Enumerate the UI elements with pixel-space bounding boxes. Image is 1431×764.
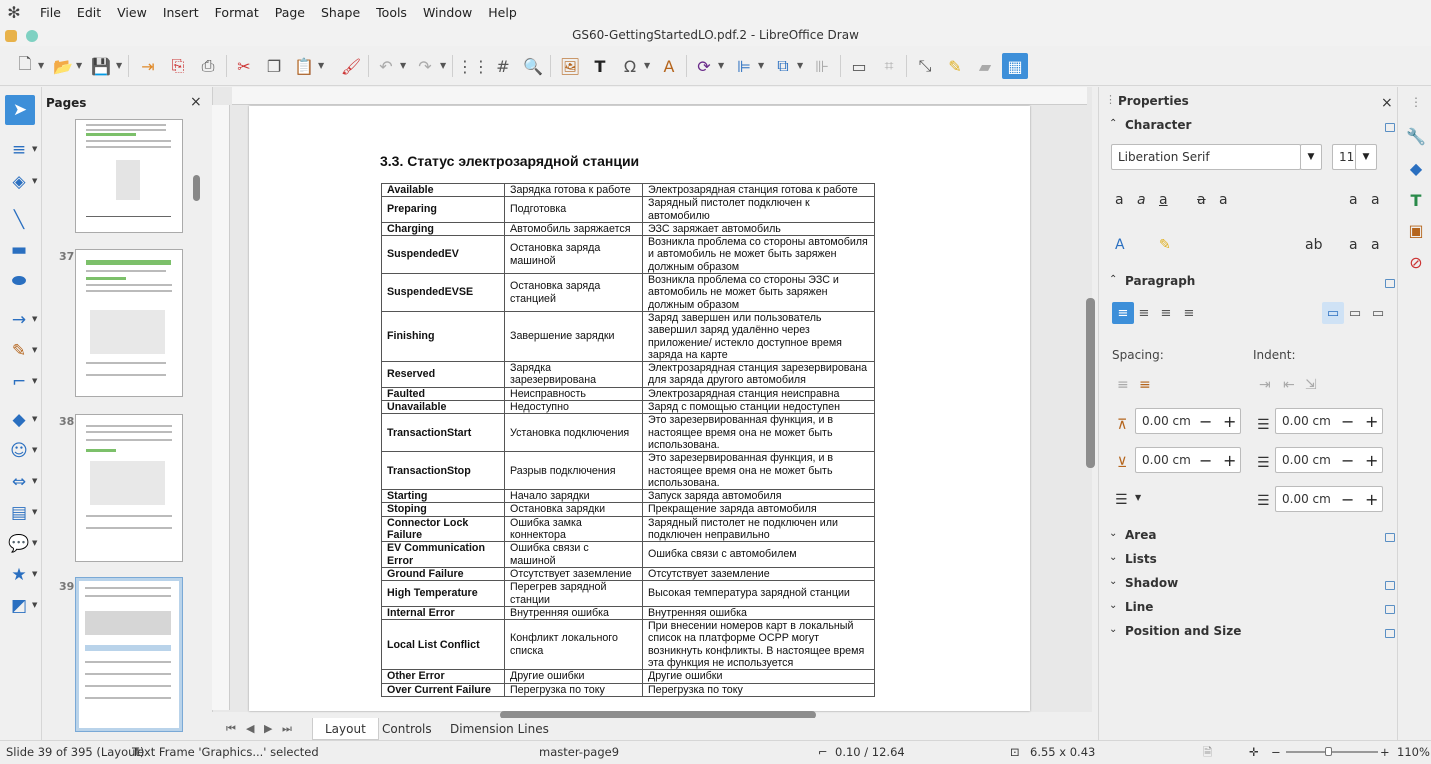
character-spacing-icon[interactable]: ab <box>1305 237 1323 253</box>
standard-toolbar: 🗋 ▼ 📂 ▼ 💾 ▼ ⇥ ⎘ ⎙ ✂ ❐ 📋 ▼ 🖌 ↶ ▼ ↷ ▼ ⋮⋮ # 🔍 🖼 T Ω ▼ A ⟳ ▼ ⊫ ▼ ⧉ ▼ ⊪ ▭ ⌗ ⤡ ✎ ▰ ▦ <box>0 46 1431 86</box>
first-line-indent-icon: ☰ <box>1257 493 1270 509</box>
lines-and-arrows-icon[interactable]: → <box>11 310 27 330</box>
indent-after-field[interactable]: 0.00 cm <box>1275 447 1383 473</box>
status-description-cell: Высокая температура зарядной станции <box>643 581 875 607</box>
page-number-38: 38 <box>59 415 75 428</box>
indent-label: Indent: <box>1253 348 1296 362</box>
block-arrows-icon[interactable]: ⇔ <box>11 472 27 492</box>
menu-format[interactable]: Format <box>214 5 259 20</box>
status-name-cell: Внутренняя ошибка <box>505 606 643 619</box>
menu-window[interactable]: Window <box>422 5 473 20</box>
hanging-indent-icon[interactable]: ⇲ <box>1305 377 1317 393</box>
clone-formatting-icon[interactable]: 🖌 <box>340 56 362 76</box>
status-code-cell: SuspendedEV <box>382 236 505 274</box>
menu-file[interactable]: File <box>40 5 61 20</box>
3d-objects-icon[interactable]: ◩ <box>10 596 28 616</box>
status-name-cell: Перегрев зарядной станции <box>505 581 643 607</box>
new-document-icon[interactable]: 🗋 <box>18 53 32 73</box>
glue-points-icon[interactable]: ✎ <box>948 56 962 76</box>
line-more-options-icon[interactable] <box>1385 605 1395 614</box>
vertical-scrollbar[interactable] <box>1086 298 1095 468</box>
table-row <box>382 620 875 670</box>
line-icon[interactable]: ╲ <box>13 210 25 230</box>
status-code-cell: Preparing <box>382 197 505 223</box>
status-description-cell: Возникла проблема со стороны автомобиля и автомобиль не может быть заряжен должным образом <box>643 236 875 274</box>
table-row <box>382 362 875 388</box>
page-thumbnail-37[interactable] <box>75 249 183 397</box>
insert-image-icon[interactable]: 🖼 <box>559 56 581 76</box>
position-size-section-title[interactable]: Position and Size <box>1125 624 1242 638</box>
status-description-cell: Зарядный пистолет подключен к автомобилю <box>643 197 875 223</box>
status-description-cell: Заряд с помощью станции недоступен <box>643 401 875 414</box>
above-spacing-icon: ⊼ <box>1117 417 1128 433</box>
zoom-slider-handle[interactable] <box>1325 747 1332 756</box>
first-page-icon[interactable]: ⏮ <box>226 722 236 735</box>
align-left-icon[interactable]: ≡ <box>1112 302 1134 324</box>
status-name-cell: Неисправность <box>505 387 643 400</box>
properties-deck-icon[interactable]: 🔧 <box>1406 126 1426 146</box>
next-page-icon[interactable]: ▶ <box>264 722 273 735</box>
status-name-cell: Остановка заряда машиной <box>505 236 643 274</box>
status-description-cell: Отсутствует заземление <box>643 567 875 580</box>
open-icon[interactable]: 📂 <box>53 56 73 76</box>
status-description-cell: Перегрузка по току <box>643 683 875 696</box>
increment-icon[interactable]: + <box>1365 490 1379 509</box>
align-right-icon[interactable]: ≡ <box>1160 305 1172 321</box>
status-code-cell: Connector Lock Failure <box>382 516 505 542</box>
object-size: 6.55 x 0.43 <box>1030 745 1096 759</box>
menu-page[interactable]: Page <box>274 5 305 20</box>
status-description-cell: Это зарезервированная функция, и в настоящее время она не может быть использована. <box>643 414 875 452</box>
status-name-cell: Ошибка замка коннектора <box>505 516 643 542</box>
ellipse-icon[interactable]: ⬬ <box>11 271 27 291</box>
table-row <box>382 542 875 568</box>
status-code-cell: Ground Failure <box>382 567 505 580</box>
zoom-icon[interactable]: 🔍 <box>523 56 543 76</box>
title-bar <box>0 26 1431 46</box>
table-row <box>382 606 875 619</box>
save-icon[interactable]: 💾 <box>91 56 111 76</box>
decrease-indent-icon[interactable]: ⇤ <box>1283 377 1295 393</box>
status-name-cell: Начало зарядки <box>505 490 643 503</box>
decrement-icon[interactable]: − <box>1199 451 1213 470</box>
cut-icon[interactable]: ✂ <box>237 56 251 76</box>
increment-icon[interactable]: + <box>1365 412 1379 431</box>
status-name-cell: Автомобиль заряжается <box>505 222 643 235</box>
rectangle-icon[interactable]: ▬ <box>10 240 28 260</box>
menu-bar <box>0 0 1431 26</box>
align-center-icon[interactable]: ≡ <box>1138 305 1150 321</box>
first-line-indent-field[interactable]: 0.00 cm <box>1275 486 1383 512</box>
display-grid-icon[interactable]: ⋮⋮ <box>457 56 489 76</box>
status-code-cell: Reserved <box>382 362 505 388</box>
status-name-cell: Другие ошибки <box>505 670 643 683</box>
pages-scrollbar[interactable] <box>192 117 200 737</box>
table-row <box>382 222 875 235</box>
status-name-cell: Остановка заряда станцией <box>505 274 643 312</box>
spacing-label: Spacing: <box>1112 348 1164 362</box>
status-code-cell: EV Communication Error <box>382 542 505 568</box>
status-code-cell: Internal Error <box>382 606 505 619</box>
fontwork-icon[interactable]: A <box>663 56 675 76</box>
status-code-cell: Starting <box>382 490 505 503</box>
document-modified-icon: 🗎 <box>1203 745 1213 759</box>
line-color-icon[interactable]: ≡ <box>11 140 27 160</box>
status-code-cell: Available <box>382 184 505 197</box>
font-name-field[interactable]: Liberation Serif <box>1111 144 1301 170</box>
status-code-cell: Local List Conflict <box>382 620 505 670</box>
curves-icon[interactable]: ✎ <box>11 341 27 361</box>
table-row <box>382 197 875 223</box>
status-name-cell: Конфликт локального списка <box>505 620 643 670</box>
paragraph-more-options-icon[interactable] <box>1385 279 1395 288</box>
show-draw-functions-icon[interactable]: ▦ <box>1002 53 1028 79</box>
position-icon: ⌐ <box>818 745 828 759</box>
table-row <box>382 274 875 312</box>
window-title: GS60-GettingStartedLO.pdf.2 - LibreOffice Draw <box>572 28 859 42</box>
status-name-cell: Разрыв подключения <box>505 452 643 490</box>
status-description-cell: Прекращение заряда автомобиля <box>643 503 875 516</box>
navigator-deck-icon[interactable]: ⊘ <box>1409 252 1423 272</box>
increment-icon[interactable]: + <box>1223 451 1237 470</box>
table-row <box>382 503 875 516</box>
status-code-cell: Unavailable <box>382 401 505 414</box>
table-row <box>382 581 875 607</box>
status-description-cell: Другие ошибки <box>643 670 875 683</box>
menu-help[interactable]: Help <box>488 5 517 20</box>
table-row <box>382 683 875 696</box>
horizontal-ruler[interactable] <box>232 87 1087 105</box>
tab-controls[interactable]: Controls <box>382 722 432 736</box>
strikethrough-icon[interactable]: a <box>1197 192 1206 208</box>
crop-icon[interactable]: ⌗ <box>884 56 894 75</box>
status-description-cell: При внесении номеров карт в локальный список на платформе OCPP могут возникнуть конфликты. В настоящее время эта функция не используется <box>643 620 875 670</box>
redo-icon[interactable]: ↷ <box>418 56 432 76</box>
document-page[interactable] <box>249 106 1030 711</box>
page-thumbnail-38[interactable] <box>75 414 183 562</box>
font-size-dropdown-icon[interactable]: ▼ <box>1355 144 1377 170</box>
table-row <box>382 670 875 683</box>
transformations-icon[interactable]: ⟳ <box>697 56 711 76</box>
status-code-cell: Faulted <box>382 387 505 400</box>
table-row <box>382 452 875 490</box>
increase-font-icon[interactable]: a <box>1349 192 1358 208</box>
status-name-cell: Ошибка связи с машиной <box>505 542 643 568</box>
shadow-more-options-icon[interactable] <box>1385 581 1395 590</box>
table-row <box>382 184 875 197</box>
export-icon[interactable]: ⇥ <box>141 56 155 76</box>
bold-icon[interactable]: a <box>1115 192 1124 208</box>
properties-title: Properties <box>1118 94 1189 108</box>
increase-spacing-icon[interactable]: ≡ <box>1117 377 1129 393</box>
status-description-cell: Ошибка связи с автомобилем <box>643 542 875 568</box>
increment-icon[interactable]: + <box>1223 412 1237 431</box>
status-code-cell: Charging <box>382 222 505 235</box>
table-row <box>382 516 875 542</box>
properties-sidebar: ⋮ Properties × ⌃ Character Liberation Serif ▼ 11 ▼ a a a a a a a A ✎ ab a a ⌃ Paragraph ≡ ≡ ≡ ≡ ▭ ▭ ▭ Spacing: Indent: ≡ ≡ ⇥ ⇤ ⇲ ⊼ 0.00 cm − + ☰ 0.00 cm − + ⊻ 0.00 cm − + ☰ 0.00 cm − + ☰ ▼ ☰ 0.00 cm − + ⌄ Area ⌄ Lists ⌄ Shadow ⌄ Line ⌄ Position and Size <box>1098 87 1396 740</box>
export-pdf-icon[interactable]: ⎘ <box>171 56 185 75</box>
copy-icon[interactable]: ❐ <box>266 56 282 76</box>
print-icon[interactable]: ⎙ <box>201 56 215 75</box>
font-dropdown-icon[interactable]: ▼ <box>1300 144 1322 170</box>
status-table[interactable] <box>381 183 875 697</box>
status-description-cell: Внутренняя ошибка <box>643 606 875 619</box>
toggle-extrusion-icon[interactable]: ▰ <box>978 56 992 76</box>
symbol-shapes-icon[interactable]: ☺ <box>10 441 28 461</box>
tab-layout[interactable]: Layout <box>312 718 379 740</box>
menu-shape[interactable]: Shape <box>321 5 361 20</box>
last-page-icon[interactable]: ⏭ <box>282 722 292 735</box>
selection-status: Text Frame 'Graphics...' selected <box>132 745 319 759</box>
decrement-icon[interactable]: − <box>1199 412 1213 431</box>
status-code-cell: TransactionStart <box>382 414 505 452</box>
indent-before-field[interactable]: 0.00 cm <box>1275 408 1383 434</box>
slide-indicator: Slide 39 of 395 (Layout) <box>6 745 145 759</box>
increase-indent-icon[interactable]: ⇥ <box>1259 377 1271 393</box>
sidebar-deck <box>1397 87 1431 740</box>
size-icon: ⊡ <box>1010 745 1020 759</box>
status-name-cell: Подготовка <box>505 197 643 223</box>
page-thumbnail-39-selected[interactable] <box>75 577 183 732</box>
fit-page-icon[interactable]: ✛ <box>1249 745 1259 759</box>
special-character-icon[interactable]: Ω <box>623 56 637 76</box>
decrement-icon[interactable]: − <box>1341 412 1355 431</box>
page-number-37: 37 <box>59 250 75 263</box>
tab-dimension-lines[interactable]: Dimension Lines <box>450 722 549 736</box>
table-row <box>382 567 875 580</box>
zoom-out-icon[interactable]: − <box>1271 745 1281 759</box>
shadow-section-title[interactable]: Shadow <box>1125 576 1179 590</box>
flowchart-icon[interactable]: ▤ <box>10 503 28 523</box>
below-spacing-icon: ⊻ <box>1117 455 1128 471</box>
status-code-cell: TransactionStop <box>382 452 505 490</box>
status-description-cell: Возникла проблема со стороны ЭЗС и автомобиль не может быть заряжен должным образом <box>643 274 875 312</box>
status-code-cell: High Temperature <box>382 581 505 607</box>
table-row <box>382 236 875 274</box>
callouts-icon[interactable]: 💬 <box>8 534 30 554</box>
align-objects-icon[interactable]: ⊫ <box>737 56 751 76</box>
table-row <box>382 311 875 361</box>
status-description-cell: Запуск заряда автомобиля <box>643 490 875 503</box>
shadow-text-icon[interactable]: a <box>1219 192 1228 208</box>
page-heading[interactable]: 3.3. Статус электрозарядной станции <box>380 153 640 169</box>
app-logo-icon: ✻ <box>7 3 21 22</box>
zoom-level[interactable]: 110% <box>1397 745 1430 759</box>
status-name-cell: Остановка зарядки <box>505 503 643 516</box>
increment-icon[interactable]: + <box>1365 451 1379 470</box>
character-section-title[interactable]: Character <box>1125 118 1192 132</box>
status-description-cell: ЭЗС заряжает автомобиль <box>643 222 875 235</box>
helplines-icon[interactable]: # <box>496 56 510 76</box>
shadow-icon[interactable]: ▭ <box>851 56 867 76</box>
justify-icon[interactable]: ≡ <box>1183 305 1195 321</box>
status-name-cell: Зарядка готова к работе <box>505 184 643 197</box>
decrement-icon[interactable]: − <box>1341 490 1355 509</box>
menu-view[interactable]: View <box>117 5 147 20</box>
spacing-below-field[interactable]: 0.00 cm <box>1135 447 1241 473</box>
highlight-color-icon[interactable]: ✎ <box>1159 237 1171 253</box>
pages-panel <box>42 87 207 740</box>
master-page-name: master-page9 <box>539 745 620 759</box>
status-name-cell: Зарядка зарезервирована <box>505 362 643 388</box>
close-icon[interactable]: × <box>190 94 202 110</box>
line-spacing-icon[interactable]: ☰ <box>1115 492 1128 508</box>
points-icon[interactable]: ⤡ <box>918 56 932 75</box>
status-description-cell: Заряд завершен или пользователь завершил заряд удалённо через приложение/ истекло доступное время заряда на карте <box>643 311 875 361</box>
distribute-icon[interactable]: ⊪ <box>815 56 829 76</box>
page-thumbnail-36[interactable] <box>75 119 183 233</box>
font-color-icon[interactable]: A <box>1115 237 1125 253</box>
status-code-cell: SuspendedEVSE <box>382 274 505 312</box>
status-name-cell: Завершение зарядки <box>505 311 643 361</box>
status-name-cell: Отсутствует заземление <box>505 567 643 580</box>
select-icon[interactable]: ➤ <box>5 95 35 125</box>
connectors-icon[interactable]: ⌐ <box>11 372 27 392</box>
status-description-cell: Электрозарядная станция неисправна <box>643 387 875 400</box>
sidebar-menu-icon[interactable]: ⋮ <box>1410 95 1422 109</box>
table-row <box>382 401 875 414</box>
status-code-cell: Stoping <box>382 503 505 516</box>
status-code-cell: Other Error <box>382 670 505 683</box>
align-top-icon[interactable]: ▭ <box>1322 302 1344 324</box>
italic-icon[interactable]: a <box>1137 192 1146 208</box>
after-indent-icon: ☰ <box>1257 455 1270 471</box>
status-bar <box>0 740 1431 763</box>
area-more-options-icon[interactable] <box>1385 533 1395 542</box>
decrease-spacing-icon[interactable]: ≡ <box>1139 377 1151 393</box>
lists-section-title[interactable]: Lists <box>1125 552 1157 566</box>
drawing-toolbar: ➤ ≡ ▼ ◈ ▼ ╲ ▬ ⬬ → ▼ ✎ ▼ ⌐ ▼ ◆ ▼ ☺ ▼ ⇔ ▼ ▤ ▼ 💬 ▼ ★ ▼ ◩ ▼ <box>0 87 42 740</box>
zoom-in-icon[interactable]: + <box>1380 745 1390 759</box>
table-row <box>382 414 875 452</box>
align-bottom-icon[interactable]: ▭ <box>1371 305 1385 321</box>
cursor-position: 0.10 / 12.64 <box>835 745 905 759</box>
decrement-icon[interactable]: − <box>1341 451 1355 470</box>
pages-panel-title: Pages <box>46 96 87 110</box>
position-size-more-options-icon[interactable] <box>1385 629 1395 638</box>
table-row <box>382 387 875 400</box>
status-name-cell: Перегрузка по току <box>505 683 643 696</box>
styles-deck-icon[interactable]: T <box>1410 190 1422 210</box>
zoom-slider[interactable] <box>1286 751 1378 753</box>
basic-shapes-icon[interactable]: ◆ <box>12 410 26 430</box>
insert-text-box-icon[interactable]: T <box>594 56 606 76</box>
gallery-deck-icon[interactable]: ▣ <box>1408 220 1424 240</box>
status-description-cell: Электрозарядная станция зарезервирована для заряда другого автомобиля <box>643 362 875 388</box>
shapes-deck-icon[interactable]: ◆ <box>1409 158 1423 178</box>
close-sidebar-icon[interactable]: × <box>1381 95 1393 111</box>
vertical-ruler[interactable] <box>212 105 230 710</box>
area-section-title[interactable]: Area <box>1125 528 1157 542</box>
fill-color-icon[interactable]: ◈ <box>12 172 26 192</box>
status-description-cell: Электрозарядная станция готова к работе <box>643 184 875 197</box>
status-name-cell: Установка подключения <box>505 414 643 452</box>
font-size-field[interactable]: 11 <box>1332 144 1358 170</box>
more-options-icon[interactable] <box>1385 123 1395 132</box>
spacing-above-field[interactable]: 0.00 cm <box>1135 408 1241 434</box>
arrange-icon[interactable]: ⧉ <box>777 56 789 75</box>
layer-tabs-bar <box>212 718 1092 740</box>
before-indent-icon: ☰ <box>1257 417 1270 433</box>
status-code-cell: Over Current Failure <box>382 683 505 696</box>
menu-edit[interactable]: Edit <box>76 5 102 20</box>
page-number-39: 39 <box>59 580 75 593</box>
align-middle-icon[interactable]: ▭ <box>1348 305 1362 321</box>
menu-tools[interactable]: Tools <box>376 5 407 20</box>
paragraph-section-title[interactable]: Paragraph <box>1125 274 1196 288</box>
menu-insert[interactable]: Insert <box>162 5 199 20</box>
status-name-cell: Недоступно <box>505 401 643 414</box>
stars-icon[interactable]: ★ <box>11 565 27 585</box>
status-description-cell: Это зарезервированная функция, и в настоящее время она не может быть использована. <box>643 452 875 490</box>
underline-icon[interactable]: a <box>1159 192 1168 208</box>
status-code-cell: Finishing <box>382 311 505 361</box>
status-description-cell: Зарядный пистолет не подключен или подключен неправильно <box>643 516 875 542</box>
subscript-icon[interactable]: a <box>1371 237 1380 253</box>
paste-icon[interactable]: 📋 <box>294 56 314 76</box>
previous-page-icon[interactable]: ◀ <box>246 722 255 735</box>
line-section-title[interactable]: Line <box>1125 600 1154 614</box>
table-row <box>382 490 875 503</box>
decrease-font-icon[interactable]: a <box>1371 192 1380 208</box>
superscript-icon[interactable]: a <box>1349 237 1358 253</box>
undo-icon[interactable]: ↶ <box>379 56 393 76</box>
